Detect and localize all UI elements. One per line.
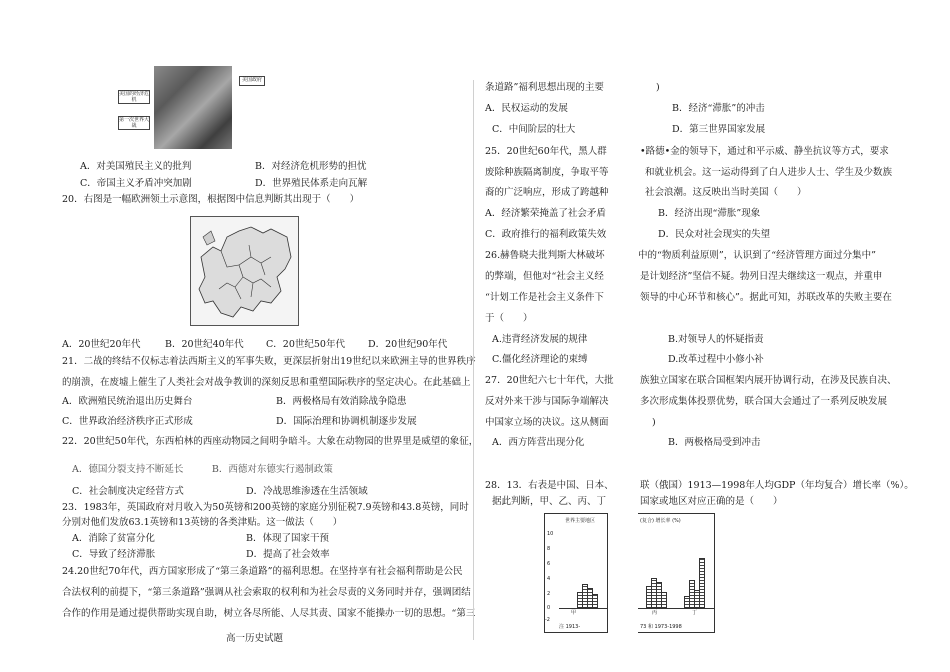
q26-line-1b: 中的“物质利益原则”，认识到了“经济管理方面过分集中” <box>638 250 876 261</box>
page-footer: 高一历史试题 <box>226 633 284 644</box>
q25-line-2a: 废除种族隔离制度，争取平等 <box>485 167 609 178</box>
gdp-chart-left-fragment <box>544 513 608 633</box>
q26-line-3b: 领导的中心环节和核心”。据此可知，苏联改革的失败主要在 <box>640 292 892 303</box>
q27-line-3a: 中国家立场的决议。这从侧面 <box>485 417 609 428</box>
q27-line-3b: ) <box>652 417 656 428</box>
q25-option-b: B．经济出现“滞胀”现象 <box>658 208 761 219</box>
chart-bar <box>592 594 598 608</box>
q20-option-a: A．20世纪20年代 <box>62 339 141 350</box>
q25-option-c: C．政府推行的福利政策失效 <box>485 229 607 240</box>
chart-tick-8: 8 <box>547 546 551 552</box>
q26-option-c: C.僵化经济理论的束缚 <box>492 354 588 365</box>
q22-option-c: C．社会制度决定经营方式 <box>72 486 184 497</box>
q27-line-2a: 反对外来干涉与国际争端解决 <box>485 396 609 407</box>
q27-option-b: B．两极格局受到冲击 <box>668 437 761 448</box>
q22-cut-line: A．德国分裂支持不断延长 B．西德对东德实行遏制政策 <box>72 464 333 475</box>
q19-option-c: C．帝国主义矛盾冲突加剧 <box>80 178 192 189</box>
q26-line-4a: 于（ ） <box>485 313 533 324</box>
chart-tick-2: 2 <box>547 591 551 597</box>
cartoon-label-c: 美国政府 <box>239 76 265 86</box>
chart-tick-0: 0 <box>547 605 551 611</box>
q26-line-2a: 的弊端，但他对“社会主义经 <box>485 271 604 282</box>
q26-option-b: B.对领导人的怀疑指责 <box>668 334 764 345</box>
q28-line-2a: 据此判断，甲、乙、丙、丁 <box>492 496 607 507</box>
q23-option-d: D．提高了社会效率 <box>246 549 330 560</box>
q24-option-d: D．第三世界国家发展 <box>672 124 766 135</box>
chart-left-baseline <box>559 608 607 609</box>
q21-option-b: B．两极格局有效消除战争隐患 <box>276 396 407 407</box>
europe-map-drawing <box>191 217 298 325</box>
cartoon-label-a: 美国的经济危机 <box>119 91 150 103</box>
q26-option-d: D.改革过程中小修小补 <box>668 354 764 365</box>
q24-option-c: C．中间阶层的壮大 <box>492 124 576 135</box>
q27-line-1b: 族独立国家在联合国框架内展开协调行动，在涉及民族自决、 <box>640 375 897 386</box>
q26-option-a: A.违背经济发展的规律 <box>492 334 588 345</box>
q25-line-2b: 和就业机会。这一运动得到了白人进步人士、学生及少数族 <box>645 167 893 178</box>
q25-line-3b: 社会浪潮。这反映出当时美国（ ） <box>645 187 807 198</box>
q24-option-a: A．民权运动的发展 <box>485 103 568 114</box>
chart-right-title: (复合) 增长率 (%) <box>640 518 681 524</box>
q25-option-d: D．民众对社会现实的失望 <box>658 229 771 240</box>
chart-tick-4: 4 <box>547 576 551 582</box>
q27-line-2b: 多次形成集体投票优势，联合国大会通过了一系列反映发展 <box>640 396 888 407</box>
q26-line-3a: “计划工作是社会主义条件下 <box>485 292 604 303</box>
q27-option-a: A．西方阵营出现分化 <box>492 437 585 448</box>
q27-line-1a: 27．20世纪六七十年代，大批 <box>485 375 614 386</box>
q28-line-1b: 联（俄国）1913—1998年人均GDP（年均复合）增长率（%）。 <box>640 480 914 491</box>
chart-bar <box>699 558 705 608</box>
q23-option-c: C．导致了经济滞胀 <box>72 549 156 560</box>
q26-line-1a: 26.赫鲁晓夫批判斯大林破坏 <box>485 250 605 261</box>
cartoon-label-b: 第一次世界大战 <box>119 117 150 129</box>
europe-map <box>190 216 299 326</box>
q24-option-b: B．经济“滞胀”的冲击 <box>672 103 765 114</box>
q20-stem: 20．右图是一幅欧洲领土示意图，根据图中信息判断其出现于（ ） <box>62 194 360 205</box>
chart-tick-neg2: -2 <box>545 617 550 623</box>
chart-bar <box>661 592 667 608</box>
q19-option-a: A．对美国殖民主义的批判 <box>80 161 192 172</box>
q23-option-a: A．消除了贫富分化 <box>72 533 155 544</box>
q21-option-d: D．国际治理和协调机制逐步发展 <box>276 416 417 427</box>
q19-option-b: B．对经济危机形势的担忧 <box>255 161 367 172</box>
chart-left-category: 甲 <box>571 610 577 616</box>
gdp-chart-right-fragment <box>638 513 715 633</box>
q23-stem-line-1: 23．1983年，英国政府对月收入为50英镑和200英镑的家庭分别征税7.9英镑和43.8英镑，同时 <box>62 502 469 513</box>
chart-right-category-bing: 丙 <box>652 610 658 616</box>
q23-stem-line-2: 分别对他们发放63.1英镑和13英镑的各类津贴。这一做法（ ） <box>62 517 343 528</box>
q21-option-c: C．世界政治经济秩序正式形成 <box>62 416 193 427</box>
q24-continued: 条道路”福利思想出现的主要 <box>485 82 604 93</box>
q24-line-2: 合法权利的前提下，“第三条道路”强调从社会索取的权利和为社会尽责的义务同时并存，强调团结 <box>62 587 471 598</box>
q25-option-a: A．经济繁荣掩盖了社会矛盾 <box>485 208 606 219</box>
q28-line-1a: 28．13．右表是中国、日本、 <box>485 480 614 491</box>
q28-line-2b: 国家或地区对应正确的是（ ） <box>640 496 783 507</box>
q22-option-d: D．冷战思维渗透在生活领域 <box>246 486 368 497</box>
chart-right-plot <box>638 514 714 608</box>
q26-line-2b: 是计划经济”坚信不疑。勃列日涅夫继续这一观点，并重申 <box>640 271 883 282</box>
q24-line-3: 合作的作用是通过提供帮助实现自助，树立各尽所能、人尽其责、国家不能操办一切的思想。“第三 <box>62 608 476 619</box>
q25-line-1a: 25．20世纪60年代，黑人群 <box>485 146 607 157</box>
q21-stem-line-2: 的崩溃，在废墟上催生了人类社会对战争教训的深刻反思和重塑国际秩序的坚定决心。在此基础上 <box>62 377 471 388</box>
cartoon-image <box>154 66 232 149</box>
chart-right-category-ding: 丁 <box>692 610 698 616</box>
column-divider <box>473 80 474 640</box>
chart-left-footnote: 注 1913- <box>559 624 581 630</box>
q24-paren: ) <box>656 82 660 93</box>
q25-line-1b: •路德•金的领导下，通过和平示威、静坐抗议等方式，要求 <box>640 146 889 157</box>
chart-tick-10: 10 <box>547 531 554 537</box>
chart-right-baseline <box>638 608 714 609</box>
q25-line-3a: 裔的广泛响应，形成了跨越种 <box>485 187 609 198</box>
chart-left-title: 世界主要地区 <box>565 518 596 524</box>
q20-option-b: B．20世纪40年代 <box>165 339 244 350</box>
chart-tick-6: 6 <box>547 561 551 567</box>
q21-option-a: A．欧洲殖民统治退出历史舞台 <box>62 396 193 407</box>
q20-option-d: D．20世纪90年代 <box>368 339 448 350</box>
q21-stem-line-1: 21．二战的终结不仅标志着法西斯主义的军事失败，更深层折射出19世纪以来欧洲主导的世界秩序 <box>62 356 476 367</box>
q19-option-d: D．世界殖民体系走向瓦解 <box>255 178 368 189</box>
q22-cut-line-clip <box>62 464 422 476</box>
q22-stem: 22．20世纪50年代，东西柏林的西座动物园之间明争暗斗。大象在动物园的世界里是威望的象征， <box>62 436 479 447</box>
chart-right-footnote: 73 和 1973-1998 <box>640 624 682 630</box>
q23-option-b: B．体现了国家干预 <box>246 533 329 544</box>
chart-left-plot <box>559 514 607 608</box>
q24-line-1: 24.20世纪70年代，西方国家形成了“第三条道路”的福利思想。在坚持享有社会福利帮助是公民 <box>62 566 463 577</box>
q20-option-c: C．20世纪50年代 <box>266 339 345 350</box>
